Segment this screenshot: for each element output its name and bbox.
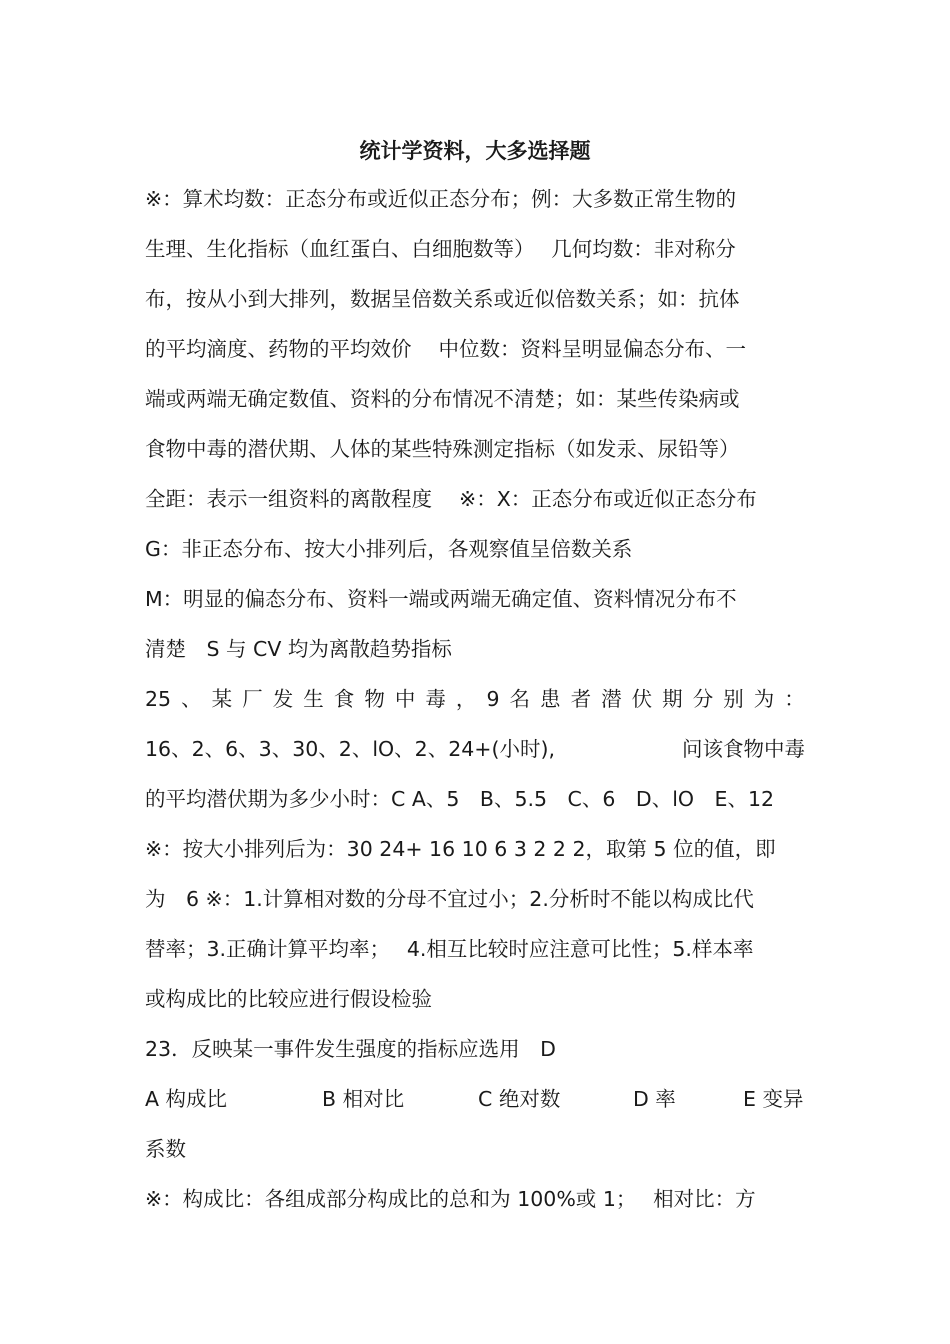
note-line: 为 6 ※：1.计算相对数的分母不宜过小；2.分析时不能以构成比代 [145, 887, 754, 911]
note-line: ※：按大小排列后为：30 24+ 16 10 6 3 2 2 2，取第 5 位的值，即 [145, 837, 776, 861]
q23-options [145, 1084, 805, 1114]
q23-option-b: B 相对比 [322, 1087, 405, 1111]
q25-token: 生 [303, 687, 324, 711]
text-line: M：明显的偏态分布、资料一端或两端无确定值、资料情况分布不 [145, 587, 737, 611]
q25-token: 发 [272, 687, 294, 711]
text-line: 端或两端无确定数值、资料的分布情况不清楚；如：某些传染病或 [145, 387, 740, 411]
q25-data-values: 16、2、6、3、30、2、lO、2、24+(小时), [145, 737, 555, 761]
q25-token: 名 [509, 687, 531, 711]
q23-option-d: D 率 [633, 1087, 676, 1111]
text-line: 全距：表示一组资料的离散程度 ※：X：正态分布或近似正态分布 [145, 487, 757, 511]
q25-token: ： [784, 687, 805, 711]
q25-line-1 [145, 684, 805, 714]
text-line: ※：算术均数：正态分布或近似正态分布；例：大多数正常生物的 [145, 187, 737, 211]
q23-option-e: E 变异 [743, 1087, 804, 1111]
q23-option-a: A 构成比 [145, 1087, 228, 1111]
q25-token: 25 [145, 687, 172, 711]
text-line: 食物中毒的潜伏期、人体的某些特殊测定指标（如发汞、尿铅等） [145, 437, 740, 461]
q23-question: 23．反映某一事件发生强度的指标应选用 D [145, 1037, 556, 1061]
q25-token: 分 [692, 687, 714, 711]
q23-option-e-cont: 系数 [145, 1137, 186, 1161]
text-line: 清楚 S 与 CV 均为离散趋势指标 [145, 637, 452, 661]
text-line: 布，按从小到大排列，数据呈倍数关系或近似倍数关系；如：抗体 [145, 287, 740, 311]
q25-question-start: 问该食物中毒 [682, 737, 805, 761]
q23-option-c: C 绝对数 [478, 1087, 561, 1111]
note-line: 替率；3.正确计算平均率； 4.相互比较时应注意可比性；5.样本率 [145, 937, 754, 961]
text-line: ※：构成比：各组成部分构成比的总和为 100%或 1； 相对比：方 [145, 1187, 756, 1211]
q25-token: 9 [486, 687, 500, 711]
note-line: 或构成比的比较应进行假设检验 [145, 987, 432, 1011]
text-line: G：非正态分布、按大小排列后，各观察值呈倍数关系 [145, 537, 633, 561]
q25-token: 为 [753, 687, 775, 711]
q25-token: 期 [662, 687, 683, 711]
q25-token: 某 [211, 687, 233, 711]
q25-token: 别 [723, 687, 744, 711]
q25-token: 潜 [601, 687, 622, 711]
q25-token: 物 [364, 687, 385, 711]
q25-token: 伏 [631, 687, 653, 711]
q25-token: 患 [540, 687, 561, 711]
q25-line-3: 的平均潜伏期为多少小时：C A、5 B、5.5 C、6 D、lO E、12 [145, 787, 775, 811]
q25-token: ， [455, 687, 477, 711]
q25-token: 食 [333, 687, 355, 711]
q25-token: 中 [394, 687, 416, 711]
q25-token: 毒 [425, 687, 446, 711]
text-line: 生理、生化指标（血红蛋白、白细胞数等） 几何均数：非对称分 [145, 237, 736, 261]
document-title: 统计学资料，大多选择题 [359, 139, 591, 163]
text-line: 的平均滴度、药物的平均效价 中位数：资料呈明显偏态分布、一 [145, 337, 747, 361]
q25-token: 、 [181, 687, 202, 711]
q25-line-2 [145, 734, 805, 764]
q25-token: 者 [570, 687, 592, 711]
q25-token: 厂 [242, 687, 263, 711]
